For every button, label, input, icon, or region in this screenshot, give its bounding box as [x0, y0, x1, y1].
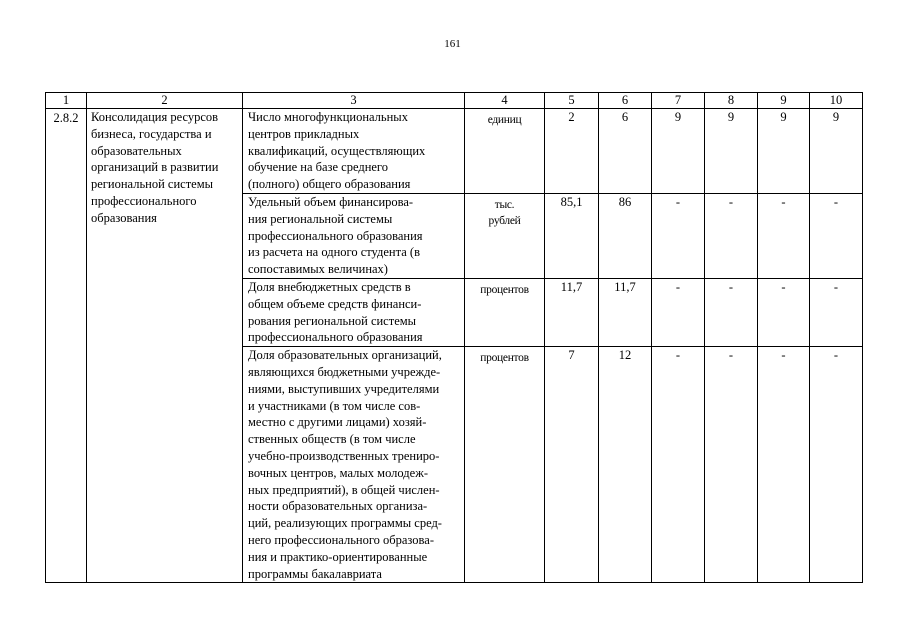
header-cell: 10 [810, 93, 863, 109]
value-cell: 12 [599, 347, 652, 583]
page-number: 161 [444, 38, 461, 50]
header-cell: 4 [465, 93, 545, 109]
indicators-table [45, 92, 863, 583]
section-title: Консолидация ресурсов бизнеса, государства и образовательных организаций в развитии региональной системы профессионального образования [87, 109, 243, 583]
value-cell: - [652, 278, 705, 346]
header-cell: 1 [46, 93, 87, 109]
unit-cell: единиц [465, 109, 545, 194]
value-cell: - [758, 193, 810, 278]
table-header-row [46, 93, 863, 109]
value-cell: - [652, 347, 705, 583]
value-cell: - [810, 278, 863, 346]
header-cell: 9 [758, 93, 810, 109]
value-cell: 6 [599, 109, 652, 194]
table-row [46, 109, 863, 194]
value-cell: - [705, 347, 758, 583]
header-cell: 6 [599, 93, 652, 109]
value-cell: 9 [810, 109, 863, 194]
value-cell: 9 [652, 109, 705, 194]
unit-cell: процентов [465, 278, 545, 346]
header-cell: 2 [87, 93, 243, 109]
value-cell: - [758, 347, 810, 583]
header-cell: 5 [545, 93, 599, 109]
unit-cell: тыс. рублей [465, 193, 545, 278]
header-cell: 7 [652, 93, 705, 109]
unit-cell: процентов [465, 347, 545, 583]
indicator-text: Число многофункциональных центров прикладных квалификаций, осуществляющих обучение на базе среднего (полного) общего образования [243, 109, 465, 194]
value-cell: 2 [545, 109, 599, 194]
value-cell: - [705, 278, 758, 346]
value-cell: 11,7 [599, 278, 652, 346]
value-cell: - [705, 193, 758, 278]
indicator-text: Доля образовательных организаций, являющихся бюджетными учрежде- ниями, выступивших учредителями и участниками (в том числе сов- местно с другими лицами) хозяй- ственных обществ (в том числе учебно-производственных трениро- вочных центров, малых молодеж- ных предприятий), в общей числен- ности образовательных организа- ций, реализующих программы сред- него профессионального образова- ния и практико-ориентированные программы бакалавриата [243, 347, 465, 583]
header-cell: 3 [243, 93, 465, 109]
value-cell: 9 [758, 109, 810, 194]
section-code: 2.8.2 [46, 109, 87, 583]
indicator-text: Удельный объем финансирова- ния региональной системы профессионального образования из расчета на одного студента (в сопоставимых величинах) [243, 193, 465, 278]
value-cell: 86 [599, 193, 652, 278]
value-cell: - [652, 193, 705, 278]
header-cell: 8 [705, 93, 758, 109]
indicator-text: Доля внебюджетных средств в общем объеме средств финанси- рования региональной системы профессионального образования [243, 278, 465, 346]
value-cell: - [810, 193, 863, 278]
value-cell: 9 [705, 109, 758, 194]
value-cell: 85,1 [545, 193, 599, 278]
value-cell: - [810, 347, 863, 583]
value-cell: - [758, 278, 810, 346]
value-cell: 11,7 [545, 278, 599, 346]
value-cell: 7 [545, 347, 599, 583]
